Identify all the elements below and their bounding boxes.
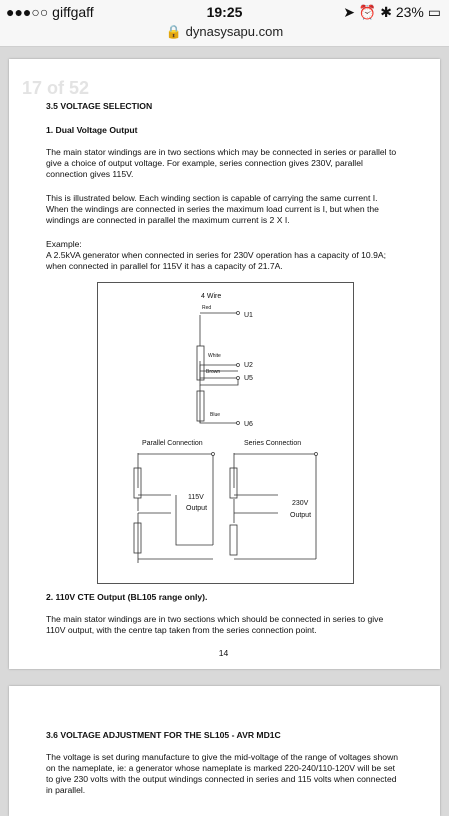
label-blue: Blue	[210, 412, 221, 418]
label-u6: U6	[244, 421, 253, 428]
example-label: Example:	[46, 239, 82, 249]
label-u1: U1	[244, 312, 253, 319]
carrier: ●●●○○ giffgaff	[6, 4, 94, 20]
label-u2: U2	[244, 362, 253, 369]
lock-icon: 🔒	[165, 24, 182, 39]
document-page-next	[9, 686, 440, 816]
label-brown: Brown	[206, 369, 221, 375]
parallel-voltage: 115V	[188, 494, 204, 501]
parallel-output: Output	[186, 505, 208, 512]
subheading-dual-voltage: 1. Dual Voltage Output	[46, 125, 138, 135]
paragraph-3: The main stator windings are in two sections which should be connected in series to give 110V output, with the centre tap taken from the series connection point.	[46, 614, 384, 635]
label-u5: U5	[244, 375, 253, 382]
series-output: Output	[290, 512, 312, 519]
bluetooth-icon: ✱	[380, 4, 392, 20]
series-title: Series Connection	[244, 440, 302, 447]
series-voltage: 230V	[292, 500, 309, 507]
subheading-cte: 2. 110V CTE Output (BL105 range only).	[46, 592, 208, 602]
alarm-icon: ⏰	[358, 4, 377, 20]
status-right	[343, 4, 441, 21]
battery-icon: ▭	[427, 4, 441, 20]
url-bar[interactable]	[0, 24, 449, 47]
parallel-title: Parallel Connection	[142, 440, 203, 447]
diagram-svg	[98, 283, 353, 583]
label-red: Red	[202, 305, 212, 311]
battery-percent: 23%	[395, 4, 424, 20]
clock: 19:25	[206, 4, 243, 20]
diagram-title: 4 Wire	[201, 293, 222, 300]
page-counter: 17 of 52	[22, 78, 90, 98]
paragraph-2: This is illustrated below. Each winding section is capable of carrying the same current I. When the windings are connected in series the maximum load current is I, but when the windings are connected in parallel the maximum current is 2 X I.	[46, 193, 379, 225]
paragraph-1: The main stator windings are in two sections which may be connected in series or parallel to give a choice of output voltage. For example, series connection gives 230V, parallel connection gives 115V.	[46, 147, 397, 179]
label-white: White	[208, 353, 221, 359]
example-text: A 2.5kVA generator when connected in series for 230V operation has a capacity of 10.9A; when connected in parallel for 115V it has a capacity of 21.7A.	[46, 250, 386, 271]
page-number: 14	[218, 648, 229, 658]
section-heading: 3.5 VOLTAGE SELECTION	[46, 101, 153, 111]
paragraph-4: The voltage is set during manufacture to give the mid-voltage of the range of voltages shown on the nameplate, ie: a generator whose nameplate is marked 220-240/110-120V will be set to give 230 volts with the output windings connected in series and 115 volts when connected in parallel.	[46, 752, 399, 795]
url-text: dynasysapu.com	[185, 24, 284, 39]
status-bar	[0, 0, 449, 24]
section-heading-2: 3.6 VOLTAGE ADJUSTMENT FOR THE SL105 - AVR MD1C	[46, 730, 281, 740]
winding-diagram	[97, 282, 354, 584]
location-icon: ➤	[343, 4, 355, 20]
